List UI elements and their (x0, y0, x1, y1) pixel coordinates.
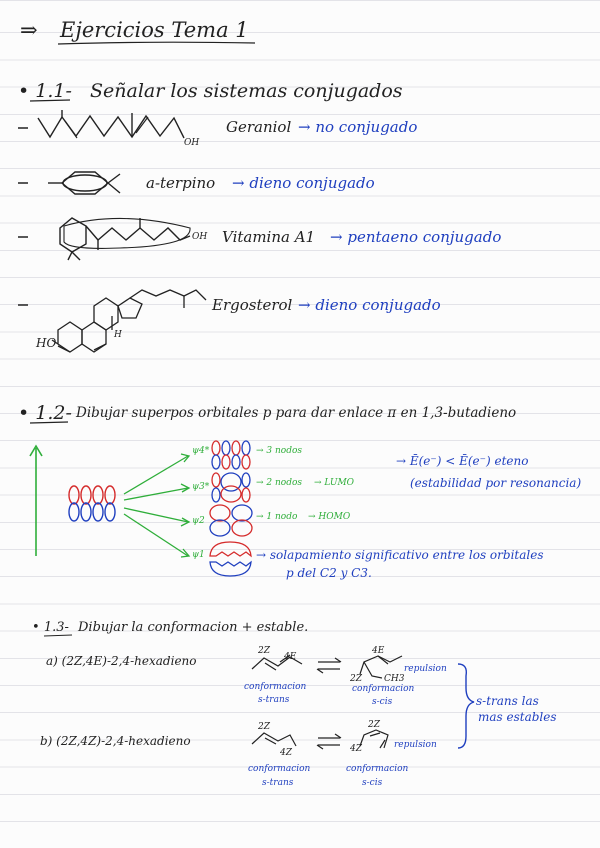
a-scis-conf: conformacion (352, 684, 415, 694)
item-b-label: b) (2Z,4Z)-2,4-hexadieno (40, 734, 191, 748)
page-title: Ejercicios Tema 1 (60, 18, 249, 42)
section-2-number: • 1.2- (18, 402, 72, 424)
b-scis-structure (360, 730, 388, 748)
a-repulsion: repulsion (404, 664, 447, 674)
item-terpino-name: a-terpino (146, 174, 216, 192)
section-3-number: • 1.3- (32, 620, 69, 635)
psi1-orbitals (210, 542, 251, 576)
b-strans-structure (252, 733, 296, 746)
a-ch3: CH3 (384, 674, 405, 684)
terpinene-structure (48, 172, 120, 194)
a-2z-cis: 2Z (350, 674, 362, 684)
b-strans-label: s-trans (262, 778, 294, 788)
psi3-label: ψ3* (192, 482, 210, 492)
brace-note-1: s-trans las (476, 694, 539, 708)
psi3-lumo: → LUMO (314, 478, 355, 488)
b-strans-conf: conformacion (248, 764, 311, 774)
a-4e-cis: 4E (372, 646, 385, 656)
energy-note: → Ē(e⁻) < Ē(e⁻) eteno (396, 454, 529, 468)
a-2z: 2Z (258, 646, 270, 656)
a-strans-conf: conformacion (244, 682, 307, 692)
psi1-label: ψ1 (192, 550, 205, 560)
psi2-nodes: → 1 nodo (256, 512, 298, 522)
section-3-heading: Dibujar la conformacion + estable. (78, 620, 309, 635)
item-vitamina-result: → pentaeno conjugado (330, 228, 502, 246)
b-repulsion: repulsion (394, 740, 437, 750)
a-scis-label: s-cis (372, 697, 393, 707)
b-scis-conf: conformacion (346, 764, 409, 774)
title-underline (58, 42, 255, 44)
item-vitamina-name: Vitamina A1 (222, 228, 316, 246)
b-equilibrium (317, 734, 341, 749)
b-2z: 2Z (258, 722, 270, 732)
section-number: 1.1- (35, 80, 72, 102)
psi4-label: ψ4* (192, 446, 210, 456)
psi3-nodes: → 2 nodos (256, 478, 303, 488)
psi4-orbitals (212, 441, 250, 469)
vitamin-a1-structure (60, 218, 190, 260)
section-number: 1.2- (35, 402, 72, 424)
oh-label-2: OH (192, 232, 208, 242)
a-strans-label: s-trans (258, 695, 290, 705)
item-geraniol-result: → no conjugado (298, 118, 418, 136)
resonance-note: (estabilidad por resonancia) (410, 476, 582, 490)
psi2-homo: → HOMO (308, 512, 351, 522)
ergosterol-structure (52, 290, 206, 352)
item-terpino-result: → dieno conjugado (232, 174, 375, 192)
a-equilibrium (317, 658, 341, 673)
brace-note-2: mas estables (478, 710, 557, 724)
ho-label: HO (36, 336, 57, 350)
section-1-number: • 1.1- (18, 80, 72, 102)
item-ergosterol-result: → dieno conjugado (298, 296, 441, 314)
geraniol-structure (38, 116, 184, 138)
section-number: 1.3- (43, 620, 69, 635)
psi3-orbitals (212, 473, 250, 502)
brace (458, 664, 474, 748)
a-4e: 4E (284, 652, 297, 662)
item-ergosterol-name: Ergosterol (212, 296, 293, 314)
psi2-orbitals (210, 505, 252, 536)
mo-arrows (124, 454, 189, 557)
item-geraniol-name: Geraniol (226, 118, 292, 136)
b-2z-cis: 2Z (368, 720, 380, 730)
psi2-label: ψ2 (192, 516, 205, 526)
section-1-heading: Señalar los sistemas conjugados (90, 80, 403, 102)
overlap-note: → solapamiento significativo entre los orbitales (256, 548, 544, 562)
oh-label: OH (184, 138, 200, 148)
bullet-dashes (18, 128, 28, 305)
overlap-note-2: p del C2 y C3. (286, 566, 372, 580)
section-2-heading: Dibujar superpos orbitales p para dar enlace π en 1,3-butadieno (76, 405, 517, 421)
b-scis-label: s-cis (362, 778, 383, 788)
title-arrow: ⇒ (20, 18, 38, 42)
item-a-label: a) (2Z,4E)-2,4-hexadieno (46, 654, 197, 668)
b-4z: 4Z (280, 748, 292, 758)
b-4z-cis: 4Z (350, 744, 362, 754)
base-p-orbitals (69, 486, 115, 521)
h-label: H (114, 330, 122, 340)
psi4-nodes: → 3 nodos (256, 446, 303, 456)
